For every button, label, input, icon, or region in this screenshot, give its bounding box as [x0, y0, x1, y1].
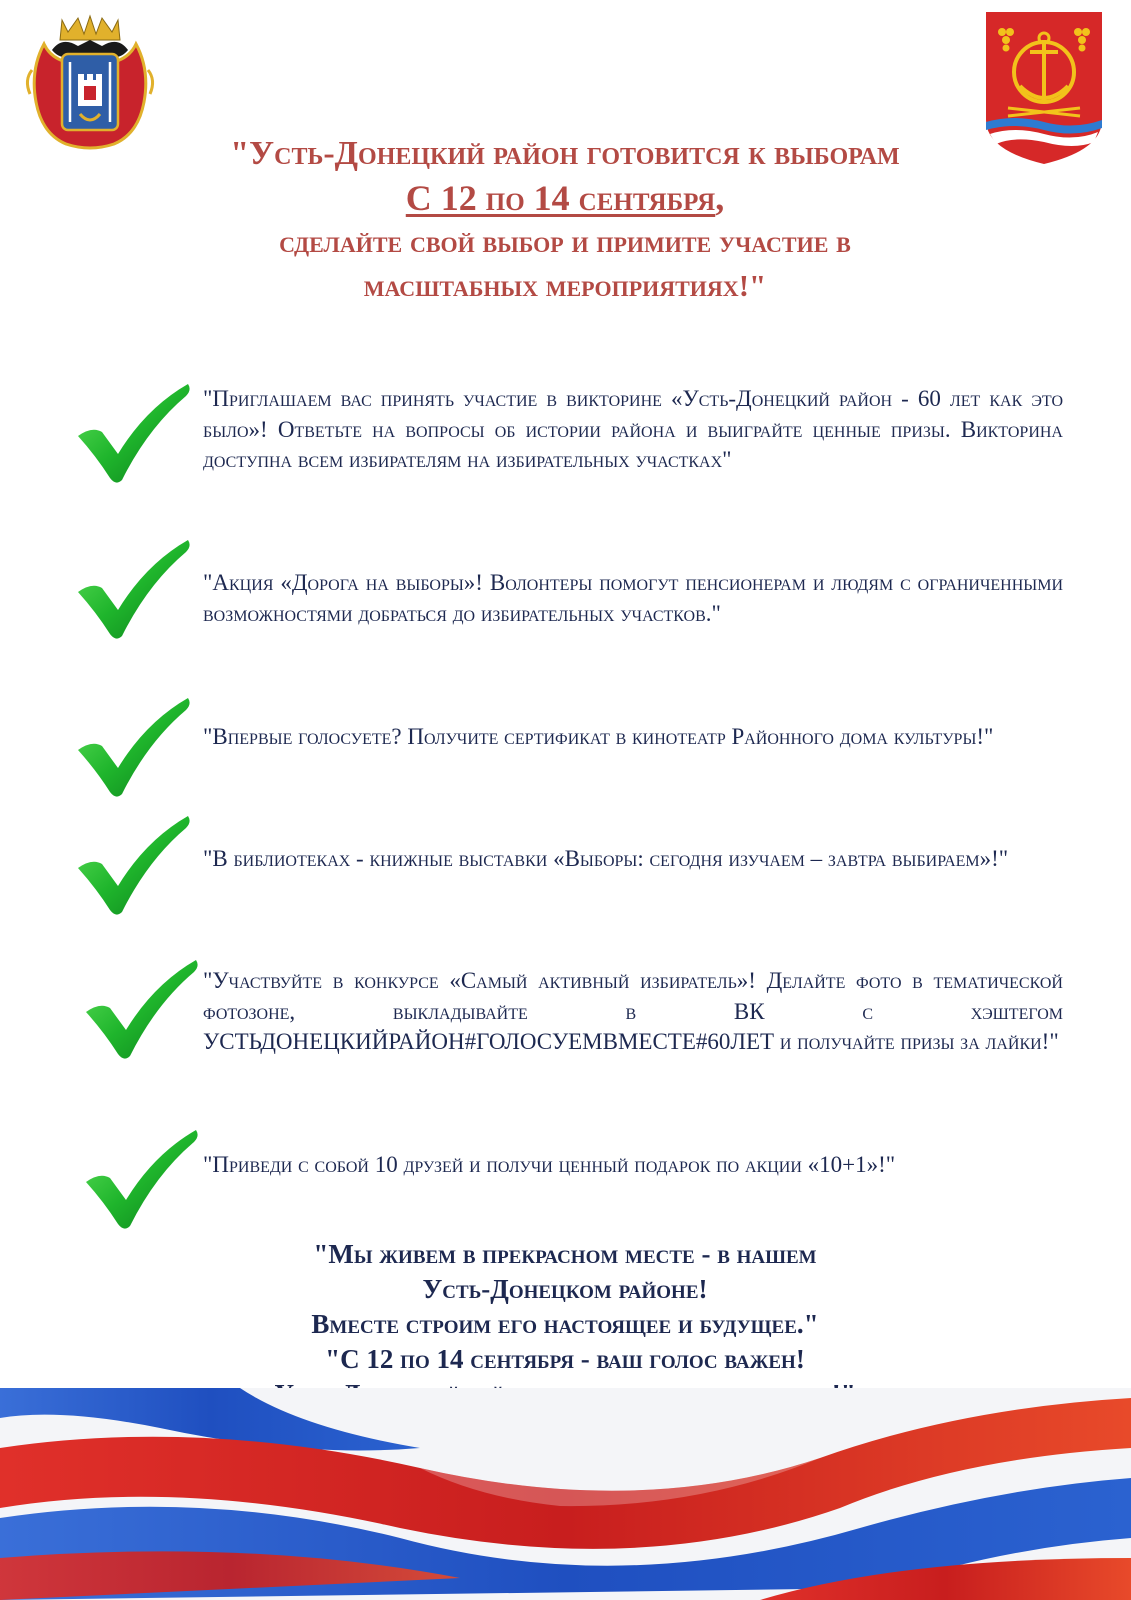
green-check-icon: [76, 536, 194, 640]
footer-line-2: Усть-Донецком районе!: [422, 1274, 708, 1304]
footer-line-4: "С 12 по 14 сентября - ваш голос важен!: [325, 1344, 805, 1374]
item-text: "Впервые голосуете? Получите сертификат в кинотеатр Районного дома культуры!": [203, 724, 994, 749]
item-text-part: и получайте призы за лайки!": [774, 1029, 1059, 1054]
footer-line-3: Вместе строим его настоящее и будущее.": [311, 1309, 819, 1339]
item-text: "Акция «Дорога на выборы»! Волонтеры помогут пенсионерам и людям с ограниченными возможностями добраться до избирательных участков.": [203, 570, 1063, 626]
green-check-icon: [84, 956, 202, 1060]
russian-flag-ribbon: [0, 1388, 1131, 1600]
headline-line-4: масштабных мероприятиях!": [363, 268, 767, 303]
item-text: [203, 966, 1063, 1058]
headline-line-1: "Усть-Донецкий район готовится к выборам: [230, 135, 900, 172]
headline-line-3: сделайте свой выбор и примите участие в: [279, 224, 851, 259]
hashtag: УСТЬДОНЕЦКИЙРАЙОН#ГОЛОСУЕМВМЕСТЕ#60ЛЕТ: [203, 1029, 775, 1054]
headline-line-2: [130, 176, 1000, 220]
footer-slogan: [130, 1237, 1000, 1412]
headline-dates: С 12 по 14 сентября: [405, 178, 716, 218]
footer-line-1: "Мы живем в прекрасном месте - в нашем: [313, 1239, 817, 1269]
item-text: "В библиотеках - книжные выставки «Выборы: сегодня изучаем – завтра выбираем»!": [203, 846, 1009, 871]
item-text: "Приглашаем вас принять участие в викторине «Усть-Донецкий район - 60 лет как это было»! Ответьте на вопросы об истории района и выиграйте ценные призы. Викторина доступна всем избирателям на избирательных участках": [203, 386, 1063, 472]
headline: [130, 132, 1000, 308]
green-check-icon: [84, 1126, 202, 1230]
green-check-icon: [76, 694, 194, 798]
item-text: "Приведи с собой 10 друзей и получи ценный подарок по акции «10+1»!": [203, 1152, 896, 1177]
ust-donetsk-district-coat-of-arms-icon: [984, 10, 1104, 166]
rostov-oblast-coat-of-arms-icon: [22, 10, 158, 152]
green-check-icon: [76, 812, 194, 916]
item-text-part: "Участвуйте в конкурсе «Самый активный избиратель»! Делайте фото в тематической фотозоне, выкладывайте в ВК с хэштегом: [203, 968, 1063, 1024]
green-check-icon: [76, 380, 194, 484]
headline-dates-tail: ,: [715, 178, 725, 218]
